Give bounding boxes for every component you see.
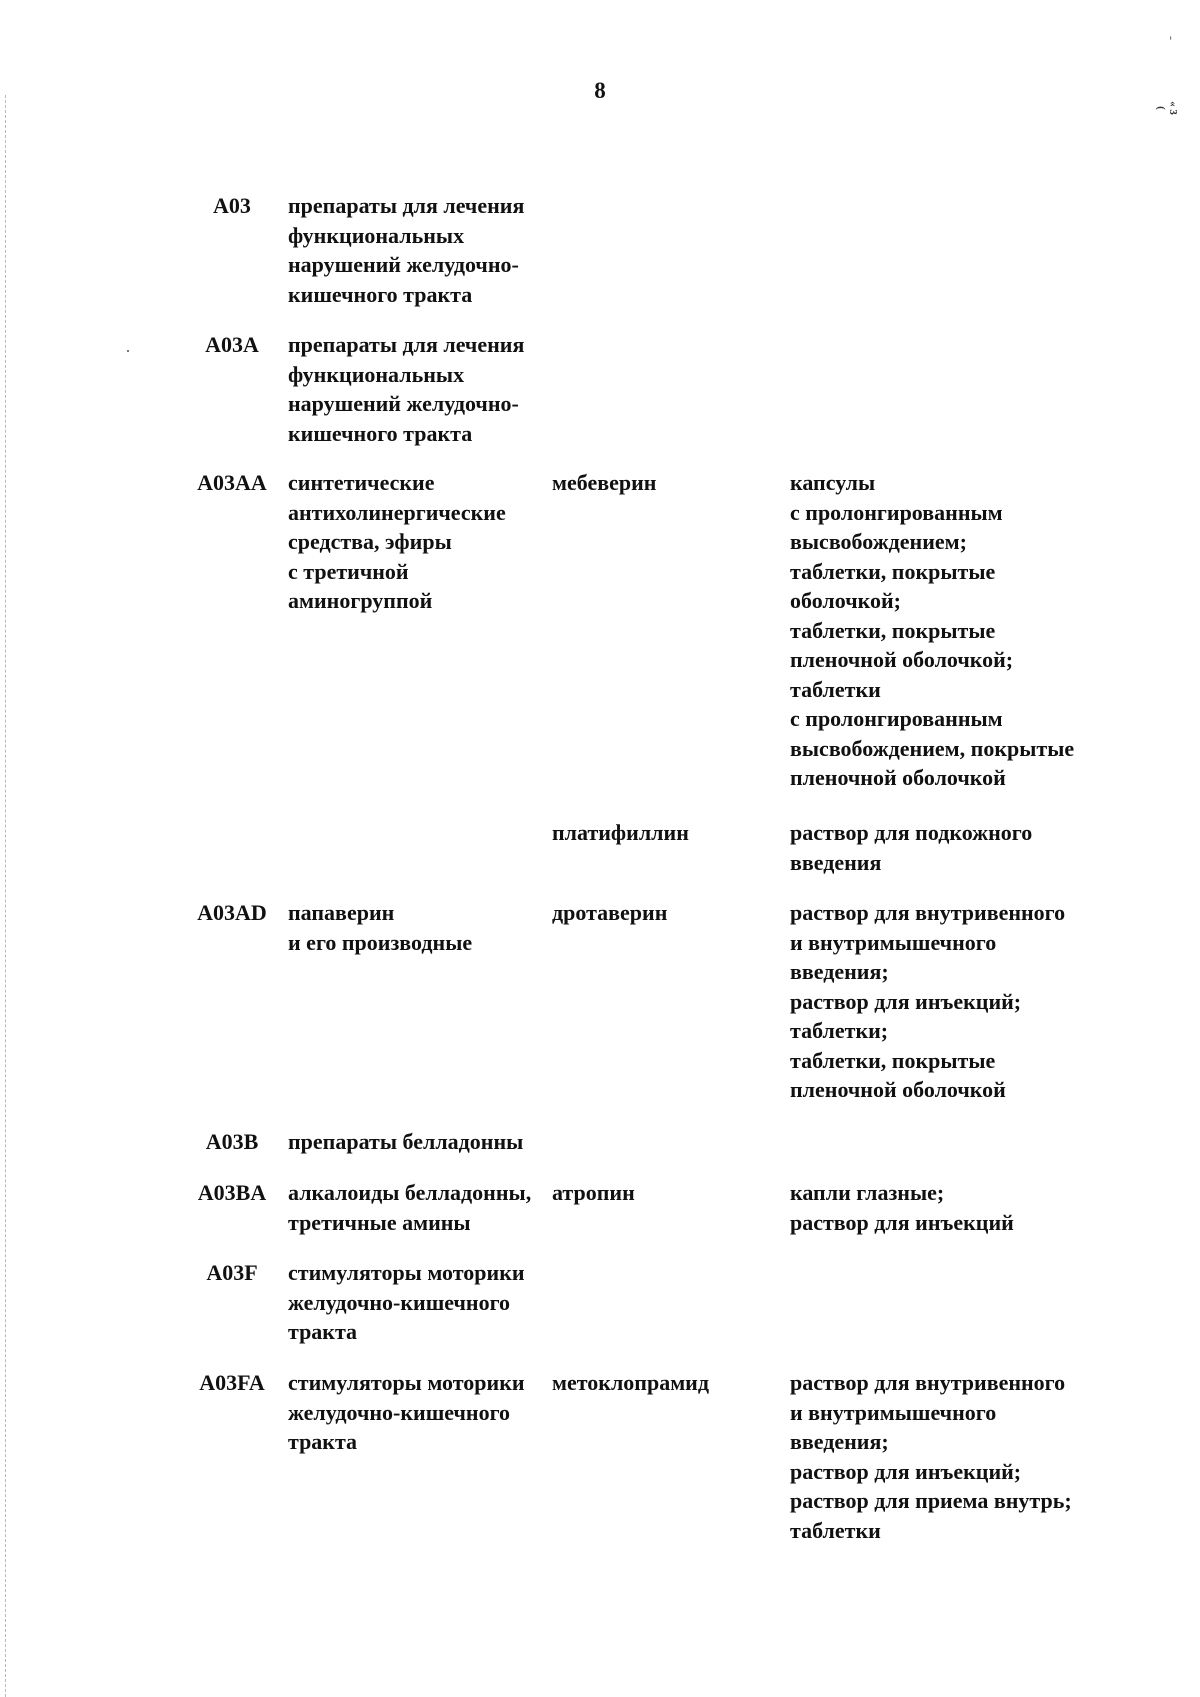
- drug-name: метоклопрамид: [552, 1370, 709, 1395]
- atc-group-name: синтетические антихолинергические средства, эфиры с третичной аминогруппой: [288, 470, 506, 613]
- drug-name: атропин: [552, 1180, 635, 1205]
- atc-group-name: препараты для лечения функциональных нарушений желудочно- кишечного тракта: [288, 332, 525, 446]
- atc-code: A03FA: [199, 1370, 265, 1395]
- atc-group-name: препараты белладонны: [288, 1129, 524, 1154]
- dosage-form: раствор для внутривенного и внутримышечного введения; раствор для инъекций; раствор для приема внутрь; таблетки: [790, 1370, 1072, 1543]
- dosage-form: раствор для внутривенного и внутримышечного введения; раствор для инъекций; таблетки; таблетки, покрытые пленочной оболочкой: [790, 900, 1066, 1102]
- atc-code: A03B: [205, 1129, 259, 1154]
- drug-name: мебеверин: [552, 470, 657, 495]
- atc-group-name: стимуляторы моторики желудочно-кишечного тракта: [288, 1370, 525, 1454]
- page-number: 8: [594, 78, 606, 103]
- dosage-form: капсулы с пролонгированным высвобождением; таблетки, покрытые оболочкой; таблетки, покрытые пленочной оболочкой; таблетки с пролонгированным высвобождением, покрытые пленочной оболочкой: [790, 470, 1075, 790]
- atc-code: A03AD: [197, 900, 267, 925]
- atc-code: A03A: [205, 332, 259, 357]
- atc-code: A03BA: [197, 1180, 267, 1205]
- dosage-form: раствор для подкожного введения: [790, 820, 1033, 875]
- atc-code: A03AA: [197, 470, 267, 495]
- drug-name: дротаверин: [552, 900, 668, 925]
- drug-name: платифиллин: [552, 820, 689, 845]
- atc-group-name: алкалоиды белладонны, третичные амины: [288, 1180, 532, 1235]
- atc-group-name: стимуляторы моторики желудочно-кишечного тракта: [288, 1260, 525, 1344]
- atc-code: A03F: [206, 1260, 258, 1285]
- margin-mark-middle: « 3 (: [1155, 101, 1179, 115]
- dosage-form: капли глазные; раствор для инъекций: [790, 1180, 1014, 1235]
- atc-group-name: папаверин и его производные: [288, 900, 473, 955]
- atc-code: A03: [213, 193, 251, 218]
- margin-mark-top: ¨: [1161, 36, 1173, 40]
- atc-group-name: препараты для лечения функциональных нарушений желудочно- кишечного тракта: [288, 193, 525, 307]
